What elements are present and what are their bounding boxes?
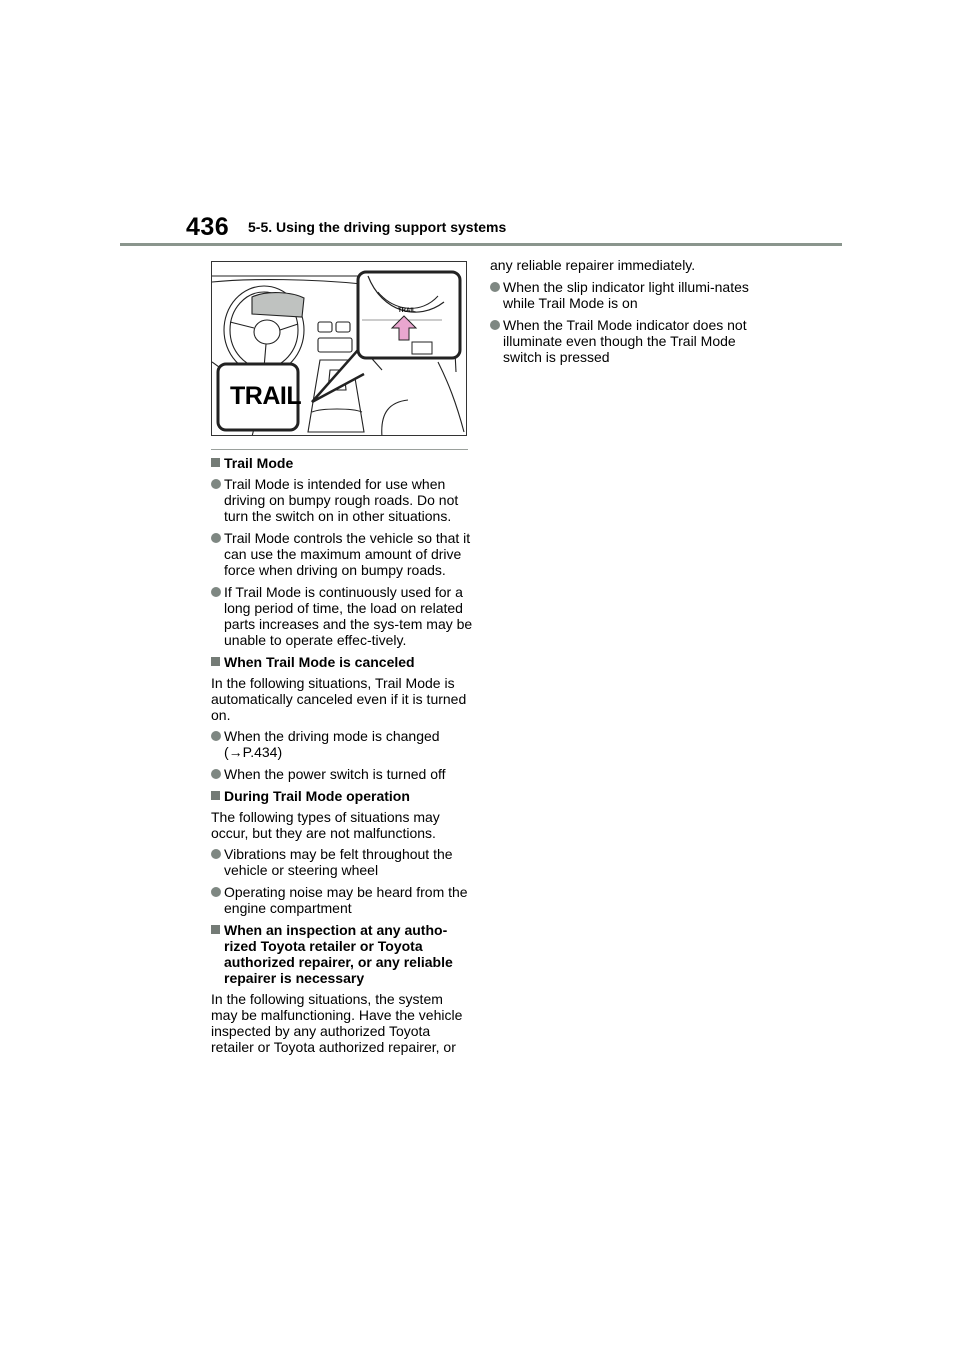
list-item: Operating noise may be heard from the engine compartment (211, 884, 473, 916)
bullet-dot-icon (211, 533, 221, 543)
inspection-intro: In the following situations, the system may be malfunctioning. Have the vehicle inspected by any authorized Toyota retailer or Toyota authorized repairer, or (211, 991, 463, 1055)
bullet-dot-icon (211, 887, 221, 897)
heading-canceled: When Trail Mode is canceled (211, 654, 473, 670)
bullet-dot-icon (211, 849, 221, 859)
heading-inspection: When an inspection at any autho-rized Toyota retailer or Toyota authorized repairer, or any reliable repairer is necessary (211, 922, 473, 986)
dashboard-illustration (211, 261, 467, 436)
heading-trail-mode: Trail Mode (211, 455, 473, 471)
heading-operation: During Trail Mode operation (211, 788, 473, 804)
list-item: When the slip indicator light illumi-nates while Trail Mode is on (490, 279, 752, 311)
section-title: 5-5. Using the driving support systems (248, 219, 507, 235)
operation-intro: The following types of situations may occur, but they are not malfunctions. (211, 809, 440, 841)
bullet-dot-icon (490, 282, 500, 292)
figure-rule (211, 449, 468, 450)
heading-square-icon (211, 657, 220, 666)
trail-callout-label: TRAIL (230, 382, 302, 410)
bullet-dot-icon (211, 731, 221, 741)
list-item: When the driving mode is changed (→P.434) (211, 728, 473, 760)
left-column (211, 455, 473, 1060)
trail-switch-label: TRAIL (398, 308, 416, 314)
heading-square-icon (211, 925, 220, 934)
header-rule (120, 243, 842, 246)
list-item: When the power switch is turned off (211, 766, 473, 782)
list-item: When the Trail Mode indicator does not illuminate even though the Trail Mode switch is pressed (490, 317, 752, 365)
list-item: Vibrations may be felt throughout the vehicle or steering wheel (211, 846, 473, 878)
right-column (490, 257, 752, 371)
bullet-dot-icon (211, 769, 221, 779)
continuation-text: any reliable repairer immediately. (490, 257, 696, 273)
list-item: Trail Mode controls the vehicle so that it can use the maximum amount of drive force when driving on bumpy roads. (211, 530, 473, 578)
page-number: 436 (186, 213, 230, 241)
heading-square-icon (211, 791, 220, 800)
bullet-dot-icon (211, 479, 221, 489)
list-item: If Trail Mode is continuously used for a long period of time, the load on related parts increases and the sys-tem may be unable to operate effec-tively. (211, 584, 473, 648)
bullet-dot-icon (211, 587, 221, 597)
canceled-intro: In the following situations, Trail Mode is automatically canceled even if it is turned on. (211, 675, 467, 723)
bullet-dot-icon (490, 320, 500, 330)
heading-square-icon (211, 458, 220, 467)
list-item: Trail Mode is intended for use when driving on bumpy rough roads. Do not turn the switch on in other situations. (211, 476, 473, 524)
